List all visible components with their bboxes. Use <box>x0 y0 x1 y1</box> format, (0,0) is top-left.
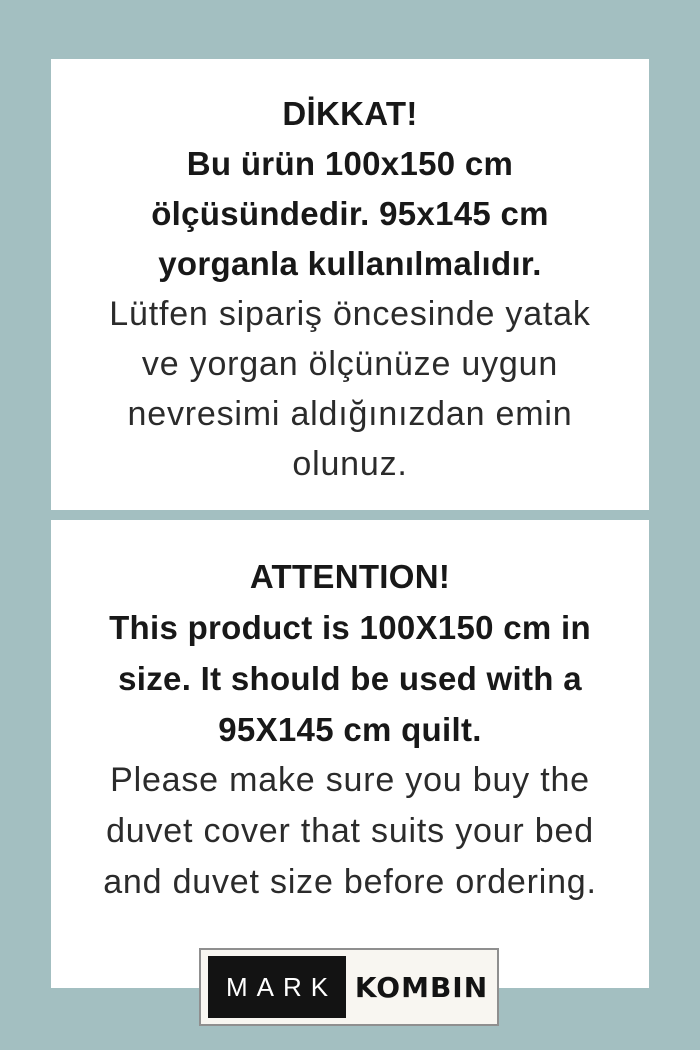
english-body-line: duvet cover that suits your bed <box>106 812 594 850</box>
english-notice-card <box>51 520 649 988</box>
english-heading-line: This product is 100X150 cm in <box>109 609 591 646</box>
turkish-heading-line: ölçüsündedir. 95x145 cm <box>151 195 549 232</box>
english-heading-line: ATTENTION! <box>249 558 451 595</box>
brand-logo <box>199 948 499 1026</box>
logo-mark-box <box>208 956 346 1018</box>
turkish-heading-line: DİKKAT! <box>282 95 418 132</box>
english-heading-line: 95X145 cm quilt. <box>218 711 482 748</box>
turkish-body-line: Lütfen sipariş öncesinde yatak <box>109 295 591 333</box>
logo-kombin-text: KOMBIN <box>354 970 489 1004</box>
logo-mark-text: MARK <box>225 971 338 1002</box>
turkish-body-line: nevresimi aldığınızdan emin <box>127 395 573 433</box>
turkish-body-line: ve yorgan ölçünüze uygun <box>141 345 559 383</box>
turkish-body-line: olunuz. <box>292 445 408 483</box>
turkish-heading-line: Bu ürün 100x150 cm <box>186 145 514 182</box>
turkish-heading-line: yorganla kullanılmalıdır. <box>158 245 542 282</box>
turkish-warning-heading <box>51 89 649 289</box>
english-warning-body <box>51 755 649 908</box>
turkish-warning-body <box>51 289 649 489</box>
english-body-line: and duvet size before ordering. <box>103 863 597 901</box>
english-body-line: Please make sure you buy the <box>110 761 590 799</box>
english-warning-heading <box>51 551 649 755</box>
turkish-notice-card <box>51 59 649 510</box>
english-heading-line: size. It should be used with a <box>118 660 582 697</box>
